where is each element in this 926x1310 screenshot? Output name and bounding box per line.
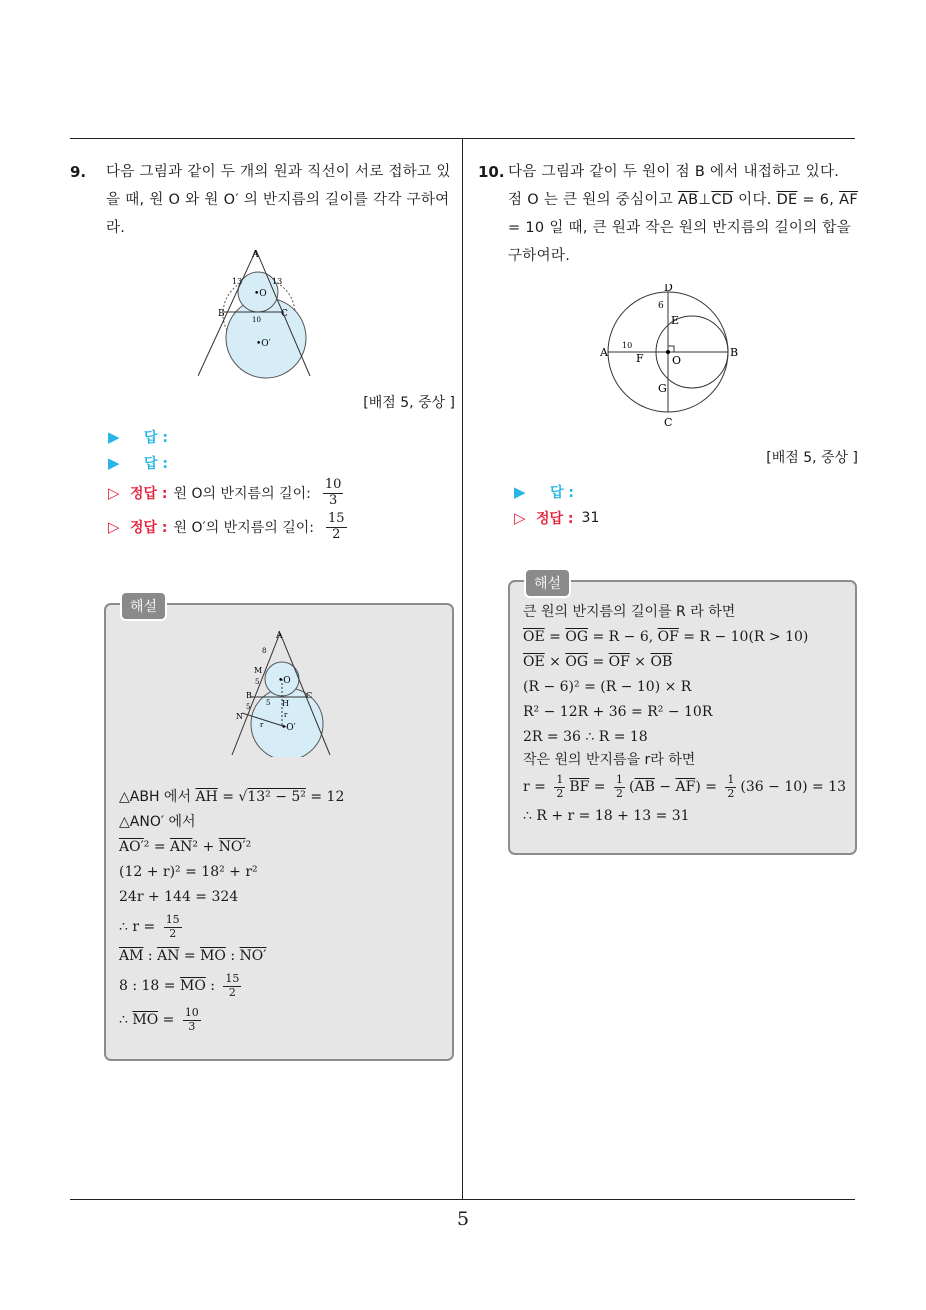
sol-label-H: H xyxy=(282,699,289,708)
fraction xyxy=(614,774,625,799)
text: : xyxy=(143,948,158,964)
question-number: 10. xyxy=(478,163,505,181)
question-number: 9. xyxy=(70,163,87,181)
fig-label-O-prime: •O′ xyxy=(255,339,271,349)
segment: $\overline{OF}$ xyxy=(608,654,630,670)
play-outline-icon: ▷ xyxy=(108,518,120,536)
score-label: [배점 5, 중상 ] xyxy=(363,395,455,411)
solution-line xyxy=(523,650,846,675)
text: : xyxy=(225,948,240,964)
sol-label-8: 8 xyxy=(262,647,267,655)
answer-row-2[interactable] xyxy=(108,450,455,476)
denominator: 3 xyxy=(328,492,338,508)
segment: $\overline{AB}$ xyxy=(677,192,699,208)
text: : xyxy=(205,978,220,994)
fig-label-E: E xyxy=(671,314,680,327)
correct-answer xyxy=(514,505,858,531)
segment: $\overline{MO}$ xyxy=(200,948,226,964)
solution-line xyxy=(119,910,344,944)
segment: $\overline{OF}$ xyxy=(657,629,679,645)
solution-line: (12 + r)² = 18² + r² xyxy=(119,864,258,880)
solution-line: (R − 6)² = (R − 10) × R xyxy=(523,679,692,695)
answer-label: 답 : xyxy=(144,456,168,472)
text: = 6, xyxy=(797,192,840,208)
solution-line xyxy=(523,625,846,650)
segment: $\overline{DE}$ xyxy=(776,192,798,208)
sol-label-5a: 5 xyxy=(255,678,260,686)
text: = xyxy=(588,654,609,670)
text: ∴ xyxy=(119,1012,133,1028)
sol-label-5b: 5 xyxy=(246,703,251,711)
fig-label-13-right: 13 xyxy=(271,277,282,286)
answer-row-1[interactable] xyxy=(108,424,455,450)
text: = 10 일 때, 큰 원과 작은 원의 반지름의 길이의 합을 구하여라. xyxy=(508,220,852,264)
correct-answer-text: 원 O의 반지름의 길이: xyxy=(173,486,311,502)
sol-label-B: B xyxy=(246,691,252,700)
play-icon: ▶ xyxy=(514,483,526,501)
page-number: 5 xyxy=(456,1208,470,1230)
fraction xyxy=(725,774,736,799)
fig-label-B: B xyxy=(730,346,739,359)
sol-label-O: •O xyxy=(278,676,291,686)
fig-label-F: F xyxy=(636,352,644,365)
solution-line xyxy=(119,1003,344,1037)
question-9-figure xyxy=(198,248,328,388)
solution-tag: 해설 xyxy=(524,568,571,598)
segment: $\overline{CD}$ xyxy=(711,192,734,208)
solution-line: △ANO′ 에서 xyxy=(119,814,196,830)
solution-figure xyxy=(224,627,344,757)
segment: $\overline{AF}$ xyxy=(675,779,696,795)
fig-label-10: 10 xyxy=(251,316,261,324)
fig-label-G: G xyxy=(658,382,667,395)
solution-line: 작은 원의 반지름을 r라 하면 xyxy=(523,752,696,768)
question-text xyxy=(508,158,858,270)
radicand: 13² − 5² xyxy=(247,789,306,805)
solution-line xyxy=(119,969,344,1003)
sol-label-C: C xyxy=(306,691,313,700)
text: = xyxy=(158,1012,179,1028)
answer-label: 답 : xyxy=(550,485,574,501)
denominator: 2 xyxy=(615,786,623,800)
solution-line: 2R = 36 ∴ R = 18 xyxy=(523,729,648,745)
text: 8 : 18 = xyxy=(119,978,180,994)
numerator: 10 xyxy=(324,477,342,493)
segment: $\overline{OG}$ xyxy=(565,654,589,670)
fraction xyxy=(223,973,241,998)
text: ∴ r = xyxy=(119,919,160,935)
correct-label: 정답 : xyxy=(130,486,168,502)
fraction xyxy=(554,774,565,799)
fig-label-10: 10 xyxy=(622,341,633,350)
text: 이다. xyxy=(733,192,777,208)
fig-label-C: C xyxy=(280,309,288,319)
segment: $\overline{AH}$ xyxy=(195,789,218,805)
text: 다음 그림과 같이 두 원이 점 B 에서 내접하고 있다. 점 O 는 큰 원의 중심이고 xyxy=(508,164,840,208)
score-label: [배점 5, 중상 ] xyxy=(766,450,858,466)
sol-label-O-prime: •O′ xyxy=(281,723,296,733)
text: ) = xyxy=(695,779,722,795)
denominator: 3 xyxy=(188,1019,196,1033)
fig-label-O: O xyxy=(672,354,682,367)
fraction xyxy=(164,914,182,939)
numerator: 10 xyxy=(184,1006,199,1020)
text: = R − 10(R > 10) xyxy=(678,629,809,645)
fraction xyxy=(323,478,344,508)
correct-label: 정답 : xyxy=(130,520,168,536)
correct-answer-text: 원 O′의 반지름의 길이: xyxy=(173,520,314,536)
column-divider xyxy=(462,138,463,1200)
fig-label-O: •O xyxy=(253,289,267,299)
sol-label-r2: r xyxy=(260,721,264,729)
fig-label-6: 6 xyxy=(658,301,664,311)
segment: $\overline{AF}$ xyxy=(839,192,859,208)
question-10-figure xyxy=(588,284,748,429)
play-outline-icon: ▷ xyxy=(514,509,526,527)
text: × xyxy=(629,654,651,670)
fig-label-13-left: 13 xyxy=(231,277,242,286)
text: = 12 xyxy=(305,789,345,805)
numerator: 1 xyxy=(556,773,564,787)
solution-line xyxy=(119,835,344,860)
text: ² + xyxy=(192,839,219,855)
text: = xyxy=(544,629,566,645)
solution-line xyxy=(119,785,344,810)
bottom-rule xyxy=(70,1199,855,1200)
segment: $\overline{OB}$ xyxy=(650,654,673,670)
correct-label: 정답 : xyxy=(536,511,574,527)
sol-label-N: N xyxy=(236,712,243,721)
segment: $\overline{BF}$ xyxy=(569,779,590,795)
solution-line: 큰 원의 반지름의 길이를 R 라 하면 xyxy=(523,604,736,620)
text: (36 − 10) = 13 xyxy=(740,779,847,795)
correct-answer-1 xyxy=(108,476,455,510)
answer-label: 답 : xyxy=(144,430,168,446)
question-10 xyxy=(478,158,858,531)
segment: $\overline{AM}$ xyxy=(119,948,144,964)
sol-label-A: A xyxy=(276,631,283,641)
segment: AO′ xyxy=(119,839,144,855)
question-9-header xyxy=(70,158,455,242)
question-10-header xyxy=(478,158,858,270)
fig-label-C: C xyxy=(664,416,673,429)
text: × xyxy=(544,654,566,670)
fig-label-B: B xyxy=(217,309,225,319)
fig-label-A: A xyxy=(251,250,258,260)
numerator: 1 xyxy=(727,773,735,787)
text: ⊥ xyxy=(698,192,712,208)
text: = xyxy=(179,948,201,964)
denominator: 2 xyxy=(727,786,735,800)
text: = xyxy=(589,779,610,795)
question-9 xyxy=(70,158,455,544)
text: − xyxy=(654,779,676,795)
text: r = xyxy=(523,779,551,795)
solution-line xyxy=(119,944,344,969)
play-icon: ▶ xyxy=(108,428,120,446)
correct-answer-value: 31 xyxy=(581,510,600,526)
solution-line: ∴ R + r = 18 + 13 = 31 xyxy=(523,808,690,824)
numerator: 1 xyxy=(615,773,623,787)
sol-label-M: M xyxy=(254,666,263,675)
solution-tag: 해설 xyxy=(120,591,167,621)
fig-label-A: A xyxy=(600,346,608,359)
fraction xyxy=(183,1007,201,1032)
denominator: 2 xyxy=(332,526,341,542)
numerator: 15 xyxy=(328,511,345,527)
question-text: 다음 그림과 같이 두 개의 원과 직선이 서로 접하고 있을 때, 원 O 와 원 O′ 의 반지름의 길이를 각각 구하여라. xyxy=(106,164,451,236)
solution-line: R² − 12R + 36 = R² − 10R xyxy=(523,704,713,720)
text: ² = xyxy=(143,839,171,855)
denominator: 2 xyxy=(169,926,177,940)
segment: $\overline{OE}$ xyxy=(523,654,545,670)
text: = R − 6, xyxy=(588,629,658,645)
text: △ABH 에서 xyxy=(119,789,196,805)
denominator: 2 xyxy=(228,985,236,999)
answer-row[interactable] xyxy=(514,479,858,505)
numerator: 15 xyxy=(165,913,180,927)
segment: $\overline{AB}$ xyxy=(634,779,655,795)
segment: $\overline{OE}$ xyxy=(523,629,545,645)
segment: $\overline{OG}$ xyxy=(565,629,589,645)
fraction xyxy=(326,512,347,542)
segment: NO′ xyxy=(218,839,246,855)
segment: $\overline{MO}$ xyxy=(132,1012,159,1028)
text: ( xyxy=(628,779,635,795)
sol-label-5c: 5 xyxy=(266,699,271,707)
text: ² xyxy=(245,839,252,855)
segment: NO′ xyxy=(239,948,267,964)
denominator: 2 xyxy=(556,786,564,800)
play-icon: ▶ xyxy=(108,454,120,472)
text: = √ xyxy=(217,789,248,805)
segment: $\overline{AN}$ xyxy=(157,948,180,964)
solution-line: 24r + 144 = 324 xyxy=(119,889,239,905)
correct-answer-2 xyxy=(108,510,455,544)
fig-label-D: D xyxy=(664,284,673,294)
play-outline-icon: ▷ xyxy=(108,484,120,502)
solution-line xyxy=(523,770,846,804)
solution-box-q10 xyxy=(508,576,857,855)
sol-label-r1: r xyxy=(284,711,288,719)
segment: $\overline{AN}$ xyxy=(170,839,193,855)
segment: $\overline{MO}$ xyxy=(179,978,206,994)
numerator: 15 xyxy=(225,972,240,986)
solution-box-q9 xyxy=(104,599,454,1061)
